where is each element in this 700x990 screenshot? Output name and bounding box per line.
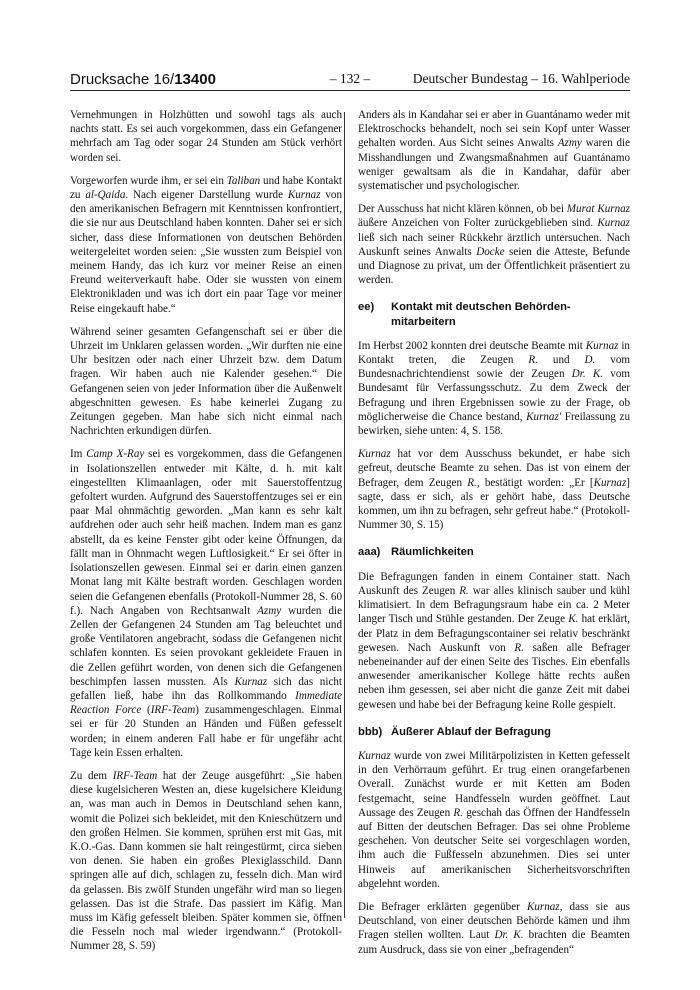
text-run: von den amerikanischen Befragern mit Kenntnissen konfrontiert, die sie nur aus Deutschland haben konnten. Daher sei er sich sicher, dass diese Informationen von deutschen Behörden weitergeleitet worden seien: „Sie wussten zum Beispiel von meinem Handy, das ich kurz vor meiner Reise an einen Freund weiterverkauft habe. Oder sie wussten von einem Elektronikladen und was ich dort ein paar Tage vor meiner Reise eingekauft habe.“	[70, 189, 343, 315]
emphasis-text: Kurnaz	[358, 448, 391, 461]
text-run: und	[537, 354, 585, 367]
text-run: war alles klinisch sauber und kühl klimatisiert. In dem Befragungsraum habe ein ca. 2 Meter langer Tisch und Stühle gestanden. Der Zeuge	[358, 584, 631, 626]
emphasis-text: IRF-Team	[112, 769, 158, 782]
text-run: Vorgeworfen wurde ihm, er sei ein	[70, 174, 227, 187]
heading-number: bbb)	[358, 725, 383, 738]
text-run: waren die Misshandlungen und Zwangsmaßnahmen auf Guantánamo weniger gewaltsam als die in Kandahar, dafür aber systematischer und psychologischer.	[358, 137, 631, 193]
emphasis-text: R.	[514, 641, 524, 654]
emphasis-text: Docke	[476, 245, 505, 258]
text-run: und habe Kontakt zu	[70, 174, 342, 202]
paragraph	[70, 769, 342, 954]
emphasis-text: Azmy	[557, 137, 582, 150]
emphasis-text: Kurnaz	[526, 900, 560, 913]
text-run: seien die Atteste, Befunde und Diagnose zu privat, um der Öffentlichkeit präsentiert zu werden.	[358, 245, 631, 287]
section-heading-aaa	[358, 545, 630, 559]
paragraph	[358, 749, 630, 891]
emphasis-text: Camp X-Ray	[86, 448, 145, 461]
emphasis-text: K.	[568, 613, 579, 626]
paragraph	[358, 447, 630, 532]
text-run: Zu dem	[70, 769, 113, 782]
publisher: Deutscher Bundestag – 16. Wahlperiode	[412, 71, 630, 86]
document-label: Drucksache 16/	[70, 71, 175, 88]
heading-text-continued: mitarbeitern	[391, 315, 456, 328]
text-run: wurden die Zellen der Gefangenen 24 Stunden am Tag beleuchtet und große Ventilatoren angebracht, sodass die Gefangenen nicht schlafen konnten. Es seien provokant gekleidete Frauen in die Zellen geführt worden, von denen sich die Gefangenen beschimpfen lassen mussten. Als	[70, 604, 342, 688]
text-run: sei es vorgekommen, dass die Gefangenen in Isolationszellen entweder mit Kälte, d. h. mit kalt eingestellten Klimaanlagen, oder mit Sauerstoffentzug gefoltert wurden. Aufgrund des Sauerstoffentzuges sei er ein paar Mal ohnmächtig geworden. „Man kann es sehr kalt aufdrehen oder auch sehr heiß machen. Indem man es ganz abstellt, da es keine Fenster gibt oder keine Öffnungen, da fällt man in Ohnmacht wegen Luftlosigkeit.“ Er sei öfter in Isolationszellen gewesen. Einmal sei er darin einen ganzen Monat lang mit Kälte bestraft worden. Geschlagen worden seien die Gefangenen ebenfalls (Protokoll-Nummer 28, S. 60 f.). Nach Angaben von Rechtsanwalt	[70, 448, 343, 617]
text-run: Vernehmungen in Holzhütten und sowohl tags als auch nachts statt. Es sei auch vorgekommen, dass ein Gefangener mehrfach am Tag oder sogar 24 Stunden am Stück verhört worden sei.	[70, 109, 342, 164]
paragraph	[358, 339, 630, 438]
text-run: Anders als in Kandahar sei er aber in Guantánamo weder mit Elektroschocks behandelt, noch sei sein Kopf unter Wasser gehalten worden. Aus Sicht seines Anwalts	[358, 109, 630, 150]
heading-number: aaa)	[358, 546, 381, 559]
page-header	[70, 70, 630, 91]
emphasis-text: R.	[528, 354, 538, 367]
text-run: , dass sie aus Deutschland, von einer deutschen Behörde kämen und ihm Fragen stellen wollten. Laut	[358, 900, 630, 942]
text-run: ] sagte, dass er sich, als er gehört habe, dass Deutsche kommen, um ihn zu befragen, sehr gefreut habe.“ (Protokoll-Nummer 30, S. 15)	[358, 476, 630, 532]
text-run: Der Ausschuss hat nicht klären können, ob bei	[358, 203, 567, 216]
emphasis-text: Dr. K.	[571, 368, 604, 381]
emphasis-text: IRF-Team	[150, 704, 196, 717]
text-run: wurde von zwei Militärpolizisten in Ketten gefesselt in den Verhörraum geführt. Er trug einen orangefarbenen Overall. Zunächst wurde er mit Ketten am Boden festgemacht, seine Handfesseln wurden geöffnet. Laut Aussage des Zeugen	[358, 749, 630, 819]
emphasis-text: Kurnaz	[597, 217, 630, 230]
emphasis-text: R.	[453, 806, 463, 819]
left-column	[70, 108, 342, 963]
emphasis-text: Kurnaz	[585, 339, 619, 352]
paragraph	[70, 447, 342, 759]
text-run: Die Befragungen fanden in einem Container statt. Nach Auskunft des Zeugen	[358, 570, 630, 597]
page-number: – 132 –	[329, 71, 371, 86]
text-run: ) zusammengeschlagen. Einmal sei er für 20 Stunden an Händen und Füßen gefesselt worden; in einem anderen Fall habe er für ungefähr acht Tage kein Essen erhalten.	[70, 704, 343, 759]
text-run: saßen alle Befrager nebeneinander auf der einen Seite des Tisches. Ein ebenfalls anwesender amerikanischer Kollege hätte rechts außen neben ihm gesessen, sei aber nicht die ganze Zeit mit dabei gewesen und habe bei der Befragung keine Rolle gespielt.	[358, 641, 630, 711]
paragraph	[358, 108, 630, 193]
emphasis-text: al-Qaida	[85, 189, 126, 202]
text-run: hat der Zeuge ausgeführt: „Sie haben diese kugelsicheren Westen an, diese kugelsichere Kleidung an, was man auch in Demos in Deutschland sehen kann, womit die Polizei sich bekleidet, mit den Knieschützern und den großen Helmen. Sie kommen, sprühen erst mit Gas, mit K.O.-Gas. Dann kommen sie halt reingestürmt, circa sieben von denen. Sie haben ein großes Plexiglasschild. Dann springen alle auf dich, schlagen zu, fesseln dich. Man wird da gelassen. Bis zwölf Stunden ungefähr wird man so liegen gelassen. Das ist die Strafe. Das passiert im Käfig. Man muss im Käfig gefesselt bleiben. Später kommen sie, öffnen die Fesseln noch mal wieder irgendwann.“ (Protokoll-Nummer 28, S. 59)	[70, 769, 342, 953]
section-heading-bbb	[358, 725, 630, 739]
text-run: vom Bundesnachrichtendienst sowie der Zeugen	[358, 354, 631, 381]
text-run: brachten die Beamten zum Ausdruck, dass sie von einer „befragenden“	[358, 929, 630, 956]
paragraph	[70, 108, 342, 165]
text-run: vom Bundesamt für Verfassungsschutz. Zu dem Zweck der Befragung und ihren Ergebnissen sowie zu der Frage, ob möglicherweise die Chance bestand,	[358, 368, 630, 423]
emphasis-text: R.	[467, 476, 477, 489]
paragraph	[358, 202, 630, 287]
heading-text: Äußerer Ablauf der Befragung	[391, 725, 551, 738]
text-run: . Nach eigener Darstellung wurde	[125, 189, 288, 202]
column-divider	[344, 112, 345, 918]
emphasis-text: Kurnaz	[593, 476, 627, 489]
heading-text: Räumlichkeiten	[391, 546, 474, 559]
emphasis-text: Azmy	[257, 604, 282, 617]
text-run: geschah das Öffnen der Handfesseln auf Bitten der deutschen Befrager. Das sei ohne Probleme geschehen. Von deutscher Seite sei vorgeschlagen worden, ihm auch die Fußfesseln abzunehmen. Dies sei unter Hinweis auf amerikanischen Sicherheitsvorschriften abgelehnt worden.	[358, 806, 630, 890]
emphasis-text: Kurnaz	[234, 675, 268, 688]
document-number-value: 13400	[174, 71, 216, 88]
emphasis-text: Dr. K.	[494, 929, 524, 942]
paragraph	[358, 570, 630, 712]
text-run: Freilassung zu bewirken, siehe unten: 4, S. 158.	[358, 410, 631, 438]
text-run: Im Herbst 2002 konnten drei deutsche Beamte mit	[358, 339, 586, 352]
paragraph	[358, 900, 630, 957]
text-run: Im	[70, 448, 87, 461]
emphasis-text: Kurnaz	[358, 749, 391, 762]
text-run: hat vor dem Ausschuss bekundet, er habe sich gefreut, deutsche Beamte zu sehen. Das ist von einem der Befrager, dem Zeugen	[358, 448, 630, 489]
emphasis-text: Taliban	[226, 174, 261, 187]
section-heading-ee	[358, 300, 630, 328]
text-run: in Kontakt treten, die Zeugen	[358, 339, 630, 367]
text-run: hat erklärt, der Platz in dem Befragungscontainer sei relativ beschränkt gewesen. Nach Auskunft von	[358, 613, 630, 654]
text-run: Die Befrager erklärten gegenüber	[358, 900, 527, 913]
text-run: ließ sich nach seiner Rückkehr ärztlich untersuchen. Nach Auskunft seines Anwalts	[358, 231, 630, 258]
emphasis-text: Murat Kurnaz	[566, 203, 630, 216]
text-run: Während seiner gesamten Gefangenschaft sei er über die Uhrzeit im Unklaren gelassen worden. „Wir durften nie eine Uhr besitzen oder nach einer Uhrzeit bzw. dem Datum fragen. Wir haben auch nie Kalender gesehen.“ Die Gefangenen seien von jeder Information über die Außenwelt abgeschnitten gewesen. Es habe keinerlei Zugang zu Zeitungen gegeben. Man habe sich nicht einmal nach Nachrichten erkundigen dürfen.	[70, 325, 342, 438]
emphasis-text: Kurnaz'	[526, 410, 562, 423]
text-run: , bestätigt worden: „Er [	[476, 476, 594, 489]
emphasis-text: Immediate Reaction Force	[70, 689, 342, 717]
emphasis-text: R.	[459, 584, 469, 597]
text-run: sich das nicht gefallen ließ, habe ihn das Rollkommando	[70, 675, 342, 702]
paragraph	[70, 325, 342, 439]
right-column	[358, 108, 630, 966]
text-run: äußere Anzeichen von Folter zurückgeblieben sind.	[358, 217, 598, 230]
text-run: (	[141, 704, 151, 717]
heading-text: Kontakt mit deutschen Behörden-	[391, 301, 571, 314]
heading-number: ee)	[358, 301, 375, 314]
emphasis-text: D.	[584, 354, 596, 367]
emphasis-text: Kurnaz	[287, 189, 321, 202]
paragraph	[70, 174, 342, 316]
